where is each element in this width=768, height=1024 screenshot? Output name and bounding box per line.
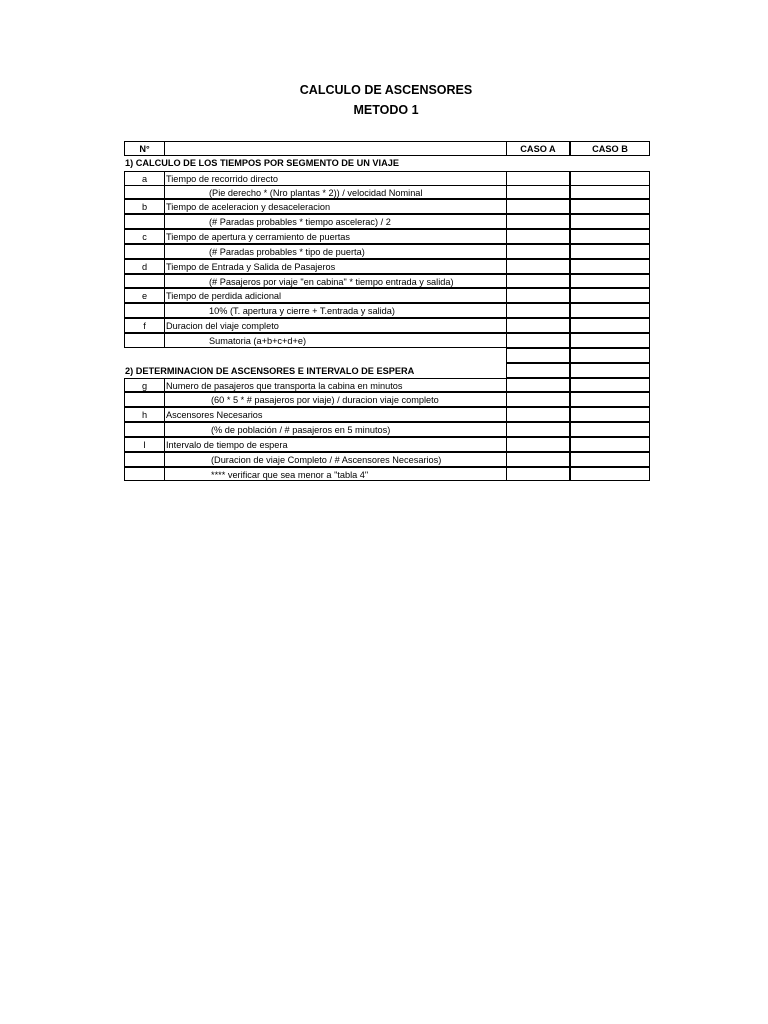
table-row xyxy=(124,171,650,186)
row-note: **** verificar que sea menor a "tabla 4" xyxy=(164,467,507,482)
row-id xyxy=(124,214,165,229)
table-row xyxy=(124,245,650,260)
document-title: CALCULO DE ASCENSORES xyxy=(299,83,473,97)
row-label: Ascensores Necesarios xyxy=(164,407,507,422)
row-id: b xyxy=(124,199,165,214)
case-a-cell xyxy=(506,378,570,393)
table-row xyxy=(124,438,650,453)
table-row xyxy=(124,186,650,201)
table-row xyxy=(124,319,650,334)
case-b-cell xyxy=(570,259,650,274)
case-a-cell xyxy=(506,214,570,229)
case-a-cell xyxy=(506,363,570,378)
case-a-cell xyxy=(506,467,570,482)
row-id xyxy=(124,452,165,467)
table-header-row xyxy=(124,141,650,156)
case-b-cell xyxy=(570,318,650,333)
table-row xyxy=(124,408,650,423)
table-row xyxy=(124,289,650,304)
row-id xyxy=(124,303,165,318)
table-row xyxy=(124,423,650,438)
row-formula: Sumatoria (a+b+c+d+e) xyxy=(164,333,507,348)
case-a-cell xyxy=(506,407,570,422)
header-case-b: CASO B xyxy=(570,141,650,156)
row-formula: 10% (T. apertura y cierre + T.entrada y salida) xyxy=(164,303,507,318)
case-b-cell xyxy=(570,199,650,214)
document-subtitle: METODO 1 xyxy=(353,103,419,117)
case-b-cell xyxy=(570,288,650,303)
case-b-cell xyxy=(570,303,650,318)
table-row xyxy=(124,215,650,230)
row-id: d xyxy=(124,259,165,274)
row-label: Numero de pasajeros que transporta la cabina en minutos xyxy=(164,378,507,393)
table-row xyxy=(124,393,650,408)
row-label: Tiempo de recorrido directo xyxy=(164,171,507,186)
case-b-cell xyxy=(570,422,650,437)
case-a-cell xyxy=(506,229,570,244)
case-a-cell xyxy=(506,318,570,333)
case-a-cell xyxy=(506,288,570,303)
table-row xyxy=(124,468,650,483)
row-label: Tiempo de Entrada y Salida de Pasajeros xyxy=(164,259,507,274)
table-row xyxy=(124,260,650,275)
table-row xyxy=(124,230,650,245)
case-b-cell xyxy=(570,348,650,363)
case-b-cell xyxy=(570,229,650,244)
row-id xyxy=(124,422,165,437)
case-a-cell xyxy=(506,244,570,259)
case-b-cell xyxy=(570,171,650,186)
row-id: c xyxy=(124,229,165,244)
row-formula: (% de población / # pasajeros en 5 minutos) xyxy=(164,422,507,437)
row-formula: (60 * 5 * # pasajeros por viaje) / duracion viaje completo xyxy=(164,392,507,407)
row-id: h xyxy=(124,407,165,422)
row-id: e xyxy=(124,288,165,303)
case-a-cell xyxy=(506,303,570,318)
row-id xyxy=(124,185,165,200)
row-id xyxy=(124,467,165,482)
case-a-cell xyxy=(506,171,570,186)
case-b-cell xyxy=(570,407,650,422)
case-a-cell xyxy=(506,185,570,200)
case-a-cell xyxy=(506,348,570,363)
case-a-cell xyxy=(506,392,570,407)
row-id xyxy=(124,333,165,348)
table-row xyxy=(124,453,650,468)
row-formula: (Pie derecho * (Nro plantas * 2)) / velocidad Nominal xyxy=(164,185,507,200)
row-formula: (# Paradas probables * tiempo ascelerac) / 2 xyxy=(164,214,507,229)
case-b-cell xyxy=(570,452,650,467)
case-a-cell xyxy=(506,199,570,214)
case-b-cell xyxy=(570,185,650,200)
row-id: g xyxy=(124,378,165,393)
row-id xyxy=(124,274,165,289)
spacer-row xyxy=(124,349,650,364)
case-b-cell xyxy=(570,467,650,482)
table-row xyxy=(124,379,650,394)
case-a-cell xyxy=(506,422,570,437)
header-case-a: CASO A xyxy=(506,141,570,156)
case-a-cell xyxy=(506,333,570,348)
case-b-cell xyxy=(570,437,650,452)
case-b-cell xyxy=(570,392,650,407)
header-description xyxy=(164,141,507,156)
case-b-cell xyxy=(570,333,650,348)
case-b-cell xyxy=(570,363,650,378)
row-label: Duracion del viaje completo xyxy=(164,318,507,333)
table-row xyxy=(124,334,650,349)
table-row xyxy=(124,200,650,215)
row-id: I xyxy=(124,437,165,452)
row-label: Tiempo de apertura y cerramiento de puertas xyxy=(164,229,507,244)
case-b-cell xyxy=(570,378,650,393)
case-a-cell xyxy=(506,452,570,467)
row-label: Tiempo de aceleracion y desaceleracion xyxy=(164,199,507,214)
row-id xyxy=(124,244,165,259)
row-formula: (# Paradas probables * tipo de puerta) xyxy=(164,244,507,259)
row-formula: (# Pasajeros por viaje "en cabina" * tiempo entrada y salida) xyxy=(164,274,507,289)
table-row xyxy=(124,275,650,290)
table-row xyxy=(124,304,650,319)
case-a-cell xyxy=(506,437,570,452)
calculation-table xyxy=(124,141,650,482)
case-b-cell xyxy=(570,244,650,259)
row-formula: (Duracion de viaje Completo / # Ascensores Necesarios) xyxy=(164,452,507,467)
case-a-cell xyxy=(506,274,570,289)
case-b-cell xyxy=(570,214,650,229)
section-1-title: 1) CALCULO DE LOS TIEMPOS POR SEGMENTO DE UN VIAJE xyxy=(125,157,399,168)
row-label: Tiempo de perdida adicional xyxy=(164,288,507,303)
section-title-row xyxy=(124,156,650,171)
row-label: Intervalo de tiempo de espera xyxy=(164,437,507,452)
section-2-title: 2) DETERMINACION DE ASCENSORES E INTERVALO DE ESPERA xyxy=(125,365,415,376)
header-number: N° xyxy=(124,141,165,156)
section-title-row xyxy=(124,364,650,379)
case-b-cell xyxy=(570,274,650,289)
row-id xyxy=(124,392,165,407)
row-id: f xyxy=(124,318,165,333)
case-a-cell xyxy=(506,259,570,274)
row-id: a xyxy=(124,171,165,186)
